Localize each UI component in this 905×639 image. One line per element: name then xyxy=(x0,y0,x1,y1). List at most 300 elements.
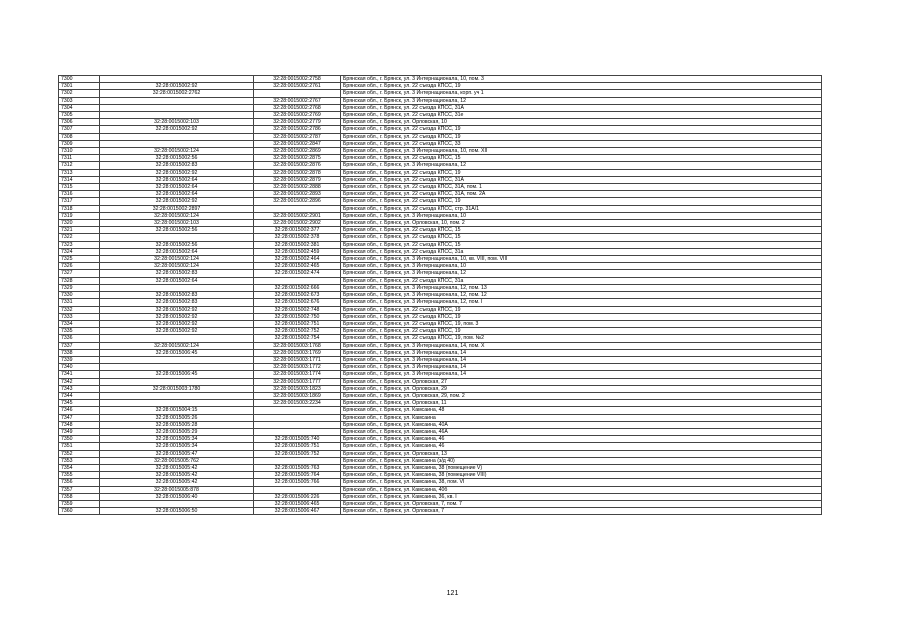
table-row xyxy=(59,248,822,255)
cell-land-parcel-number: 32:28:0015005:28 xyxy=(100,421,254,428)
cell-land-parcel-number: 32:28:0015006:50 xyxy=(100,508,254,515)
cell-land-parcel-number: 32:28:0015005:29 xyxy=(100,428,254,435)
cell-land-parcel-number: 32:28:0015005:42 xyxy=(100,464,254,471)
table-row xyxy=(59,378,822,385)
cell-address: Брянская обл., г. Брянск, ул. Орловская, 11 xyxy=(341,400,822,407)
cell-land-parcel-number: 32:28:0015005:34 xyxy=(100,443,254,450)
table-row xyxy=(59,356,822,363)
cell-row-number: 7351 xyxy=(59,443,100,450)
cell-row-number: 7356 xyxy=(59,479,100,486)
cell-row-number: 7304 xyxy=(59,104,100,111)
table-row xyxy=(59,76,822,83)
cell-row-number: 7316 xyxy=(59,191,100,198)
cell-row-number: 7359 xyxy=(59,500,100,507)
cell-address: Брянская обл., г. Брянск, ул. 22 съезда КПСС, 31А xyxy=(341,176,822,183)
cell-land-parcel-number: 32:28:0015002:83 xyxy=(100,299,254,306)
cell-address: Брянская обл., г. Брянск, ул. 22 съезда КПСС, 15 xyxy=(341,227,822,234)
cell-building-number: 32:28:0015002:2869 xyxy=(254,148,341,155)
cell-row-number: 7350 xyxy=(59,436,100,443)
cell-address: Брянская обл., г. Брянск, ул. 3 Интернационала, 12 xyxy=(341,162,822,169)
cell-land-parcel-number: 32:28:0015002:92 xyxy=(100,313,254,320)
cell-land-parcel-number xyxy=(100,97,254,104)
cell-row-number: 7345 xyxy=(59,400,100,407)
cell-row-number: 7347 xyxy=(59,414,100,421)
table-row xyxy=(59,198,822,205)
cell-building-number: 32:28:0015002:666 xyxy=(254,284,341,291)
table-row xyxy=(59,90,822,97)
cell-address: Брянская обл., г. Брянск, ул. 22 съезда КПСС, 19 xyxy=(341,306,822,313)
cell-building-number: 32:28:0015002:754 xyxy=(254,335,341,342)
cell-address: Брянская обл., г. Брянск, ул. 22 съезда КПСС, 15 xyxy=(341,241,822,248)
table-row xyxy=(59,263,822,270)
cell-address: Брянская обл., г. Брянск, ул. 3 Интернационала, 10 xyxy=(341,212,822,219)
cell-land-parcel-number xyxy=(100,356,254,363)
cell-land-parcel-number: 32:28:0015005:47 xyxy=(100,450,254,457)
cell-land-parcel-number xyxy=(100,133,254,140)
table-row xyxy=(59,176,822,183)
table-row xyxy=(59,184,822,191)
cell-row-number: 7333 xyxy=(59,313,100,320)
table-row xyxy=(59,428,822,435)
cell-land-parcel-number xyxy=(100,392,254,399)
cell-building-number: 32:28:0015002:2786 xyxy=(254,126,341,133)
cell-land-parcel-number: 32:28:0015002:56 xyxy=(100,155,254,162)
cell-building-number: 32:28:0015002:381 xyxy=(254,241,341,248)
cell-building-number: 32:28:0015002:2787 xyxy=(254,133,341,140)
cell-address: Брянская обл., г. Брянск, ул. 3 Интернационала, 12, пом. 13 xyxy=(341,284,822,291)
cell-address: Брянская обл., г. Брянск, ул. Камсаина, 46А xyxy=(341,428,822,435)
table-row xyxy=(59,133,822,140)
cell-row-number: 7310 xyxy=(59,148,100,155)
cell-land-parcel-number: 32:28:0015003:1780 xyxy=(100,385,254,392)
cell-building-number: 32:28:0015003:2234 xyxy=(254,400,341,407)
cell-row-number: 7349 xyxy=(59,428,100,435)
cell-address: Брянская обл., г. Брянск, ул. 22 съезда КПСС, 19 xyxy=(341,133,822,140)
cell-address: Брянская обл., г. Брянск, ул. 22 съезда КПСС, 19, пом. №2 xyxy=(341,335,822,342)
table-row xyxy=(59,205,822,212)
cell-address: Брянская обл., г. Брянск, ул. Камсаина, 40б xyxy=(341,486,822,493)
cell-building-number: 32:28:0015002:378 xyxy=(254,234,341,241)
cell-row-number: 7321 xyxy=(59,227,100,234)
cell-address: Брянская обл., г. Брянск, ул. 22 съезда КПСС, 33 xyxy=(341,140,822,147)
cell-row-number: 7323 xyxy=(59,241,100,248)
table-row xyxy=(59,299,822,306)
cell-land-parcel-number: 32:28:0015002:92 xyxy=(100,320,254,327)
cell-building-number: 32:28:0015003:1777 xyxy=(254,378,341,385)
table-row xyxy=(59,421,822,428)
table-row xyxy=(59,212,822,219)
table-row xyxy=(59,155,822,162)
cell-row-number: 7336 xyxy=(59,335,100,342)
cell-land-parcel-number: 32:28:0015006:40 xyxy=(100,493,254,500)
cell-land-parcel-number: 32:28:0015002:83 xyxy=(100,162,254,169)
cell-building-number: 32:28:0015002:752 xyxy=(254,328,341,335)
cell-building-number: 32:28:0015003:1768 xyxy=(254,342,341,349)
cell-address: Брянская обл., г. Брянск, ул. Камсаина xyxy=(341,414,822,421)
table-row xyxy=(59,450,822,457)
cell-land-parcel-number: 32:28:0015002:92 xyxy=(100,126,254,133)
cell-building-number: 32:28:0015003:1771 xyxy=(254,356,341,363)
cell-row-number: 7322 xyxy=(59,234,100,241)
table-row xyxy=(59,407,822,414)
cell-row-number: 7335 xyxy=(59,328,100,335)
cell-building-number: 32:28:0015006:226 xyxy=(254,493,341,500)
cell-building-number: 32:28:0015003:1772 xyxy=(254,364,341,371)
cell-building-number xyxy=(254,90,341,97)
cell-building-number: 32:28:0015005:751 xyxy=(254,443,341,450)
cell-building-number: 32:28:0015002:377 xyxy=(254,227,341,234)
table-row xyxy=(59,457,822,464)
page-number: 121 xyxy=(446,590,459,597)
cell-row-number: 7307 xyxy=(59,126,100,133)
cell-row-number: 7305 xyxy=(59,112,100,119)
table-row xyxy=(59,443,822,450)
table-row xyxy=(59,313,822,320)
cell-building-number: 32:28:0015002:748 xyxy=(254,306,341,313)
table-row xyxy=(59,191,822,198)
table-row xyxy=(59,508,822,515)
cell-building-number: 32:28:0015002:2878 xyxy=(254,169,341,176)
cell-building-number: 32:28:0015002:2779 xyxy=(254,119,341,126)
cell-address: Брянская обл., г. Брянск, ул. Орловская, 27 xyxy=(341,378,822,385)
cell-building-number: 32:28:0015005:740 xyxy=(254,436,341,443)
table-row xyxy=(59,385,822,392)
cell-land-parcel-number: 32:28:0015005:762 xyxy=(100,457,254,464)
cell-building-number xyxy=(254,414,341,421)
table-row xyxy=(59,119,822,126)
cell-address: Брянская обл., г. Брянск, ул. 22 съезда КПСС, 19 xyxy=(341,126,822,133)
cell-address: Брянская обл., г. Брянск, ул. Орловская, 7, пом. 7 xyxy=(341,500,822,507)
cell-building-number: 32:28:0015003:1774 xyxy=(254,371,341,378)
cell-building-number: 32:28:0015002:673 xyxy=(254,292,341,299)
cell-land-parcel-number: 32:28:0015006:45 xyxy=(100,349,254,356)
table-row xyxy=(59,277,822,284)
cell-row-number: 7326 xyxy=(59,263,100,270)
cell-row-number: 7352 xyxy=(59,450,100,457)
table-row xyxy=(59,392,822,399)
cell-row-number: 7331 xyxy=(59,299,100,306)
cell-address: Брянская обл., г. Брянск, ул. Камсаина, 38 (помещение V) xyxy=(341,464,822,471)
cell-land-parcel-number: 32:28:0015002:92 xyxy=(100,328,254,335)
cell-address: Брянская обл., г. Брянск, ул. 3 Интернационала, 10, пом. 3 xyxy=(341,76,822,83)
cell-row-number: 7338 xyxy=(59,349,100,356)
table-row xyxy=(59,342,822,349)
table-row xyxy=(59,414,822,421)
cell-row-number: 7334 xyxy=(59,320,100,327)
cell-building-number: 32:28:0015003:1869 xyxy=(254,392,341,399)
cell-row-number: 7330 xyxy=(59,292,100,299)
cell-land-parcel-number: 32:28:0015002:56 xyxy=(100,241,254,248)
cell-address: Брянская обл., г. Брянск, ул. Орловская, 10 xyxy=(341,119,822,126)
cell-land-parcel-number xyxy=(100,140,254,147)
cell-row-number: 7312 xyxy=(59,162,100,169)
cell-address: Брянская обл., г. Брянск, ул. 22 съезда КПСС, 19 xyxy=(341,169,822,176)
cell-building-number xyxy=(254,457,341,464)
cell-address: Брянская обл., г. Брянск, ул. 3 Интернационала, 10, пом. XII xyxy=(341,148,822,155)
cell-row-number: 7314 xyxy=(59,176,100,183)
cell-row-number: 7346 xyxy=(59,407,100,414)
cell-land-parcel-number xyxy=(100,500,254,507)
cell-land-parcel-number: 32:28:0015005:42 xyxy=(100,472,254,479)
cell-building-number: 32:28:0015002:2875 xyxy=(254,155,341,162)
cell-land-parcel-number: 32:28:0015005:878 xyxy=(100,486,254,493)
cell-land-parcel-number: 32:28:0015002:2762 xyxy=(100,90,254,97)
cell-row-number: 7348 xyxy=(59,421,100,428)
cell-land-parcel-number: 32:28:0015002:124 xyxy=(100,212,254,219)
cell-building-number: 32:28:0015002:750 xyxy=(254,313,341,320)
table-row xyxy=(59,493,822,500)
cell-building-number: 32:28:0015006:465 xyxy=(254,500,341,507)
cell-land-parcel-number xyxy=(100,400,254,407)
table-row xyxy=(59,241,822,248)
cell-address: Брянская обл., г. Брянск, ул. Орловская, 13 xyxy=(341,450,822,457)
cell-land-parcel-number: 32:28:0015004:15 xyxy=(100,407,254,414)
cell-land-parcel-number: 32:28:0015005:42 xyxy=(100,479,254,486)
cell-address: Брянская обл., г. Брянск, ул. 3 Интернационала, 12, пом. 12 xyxy=(341,292,822,299)
table-row xyxy=(59,320,822,327)
cell-land-parcel-number: 32:28:0015002:64 xyxy=(100,176,254,183)
cell-row-number: 7339 xyxy=(59,356,100,363)
table-row xyxy=(59,364,822,371)
cell-building-number: 32:28:0015002:459 xyxy=(254,248,341,255)
table-row xyxy=(59,256,822,263)
registry-table xyxy=(58,75,822,515)
cell-building-number: 32:28:0015002:464 xyxy=(254,256,341,263)
cell-land-parcel-number: 32:28:0015002:92 xyxy=(100,83,254,90)
cell-row-number: 7317 xyxy=(59,198,100,205)
cell-row-number: 7300 xyxy=(59,76,100,83)
cell-row-number: 7341 xyxy=(59,371,100,378)
cell-address: Брянская обл., г. Брянск, ул. 3 Интернационала, 12 xyxy=(341,270,822,277)
cell-address: Брянская обл., г. Брянск, ул. Камсаина, 38, пом. VI xyxy=(341,479,822,486)
table-row xyxy=(59,306,822,313)
table-row xyxy=(59,169,822,176)
cell-building-number: 32:28:0015002:2893 xyxy=(254,191,341,198)
cell-land-parcel-number: 32:28:0015002:83 xyxy=(100,270,254,277)
table-row xyxy=(59,472,822,479)
cell-row-number: 7332 xyxy=(59,306,100,313)
cell-row-number: 7311 xyxy=(59,155,100,162)
cell-address: Брянская обл., г. Брянск, ул. 3 Интернационала, 10 xyxy=(341,263,822,270)
cell-address: Брянская обл., г. Брянск, ул. 22 съезда КПСС, 31А xyxy=(341,104,822,111)
cell-address: Брянская обл., г. Брянск, ул. Камсаина, 46 xyxy=(341,436,822,443)
cell-row-number: 7301 xyxy=(59,83,100,90)
cell-address: Брянская обл., г. Брянск, ул. 3 Интернационала, 14 xyxy=(341,356,822,363)
cell-row-number: 7328 xyxy=(59,277,100,284)
cell-row-number: 7337 xyxy=(59,342,100,349)
cell-address: Брянская обл., г. Брянск, ул. Камсаина, 46 xyxy=(341,443,822,450)
table-row xyxy=(59,140,822,147)
cell-address: Брянская обл., г. Брянск, ул. 22 съезда КПСС, 31А, пом. 1 xyxy=(341,184,822,191)
cell-row-number: 7327 xyxy=(59,270,100,277)
cell-row-number: 7318 xyxy=(59,205,100,212)
cell-land-parcel-number: 32:28:0015002:56 xyxy=(100,227,254,234)
cell-row-number: 7319 xyxy=(59,212,100,219)
table-row xyxy=(59,83,822,90)
cell-address: Брянская обл., г. Брянск, ул. 22 съезда КПСС, 31а xyxy=(341,248,822,255)
cell-land-parcel-number: 32:28:0015002:103 xyxy=(100,220,254,227)
cell-land-parcel-number: 32:28:0015002:64 xyxy=(100,184,254,191)
table-row xyxy=(59,270,822,277)
cell-land-parcel-number: 32:28:0015002:124 xyxy=(100,342,254,349)
cell-address: Брянская обл., г. Брянск, ул. Орловская, 29 xyxy=(341,385,822,392)
cell-address: Брянская обл., г. Брянск, ул. 22 съезда КПСС, 15 xyxy=(341,234,822,241)
cell-address: Брянская обл., г. Брянск, ул. 3 Интернационала, 10, кв. VIII, пом. VIII xyxy=(341,256,822,263)
cell-land-parcel-number: 32:28:0015002:124 xyxy=(100,256,254,263)
cell-building-number: 32:28:0015002:2879 xyxy=(254,176,341,183)
cell-row-number: 7343 xyxy=(59,385,100,392)
cell-land-parcel-number: 32:28:0015002:64 xyxy=(100,248,254,255)
registry-table-body xyxy=(59,76,822,515)
cell-row-number: 7302 xyxy=(59,90,100,97)
cell-address: Брянская обл., г. Брянск, ул. Орловская, 29, пом. 2 xyxy=(341,392,822,399)
cell-row-number: 7315 xyxy=(59,184,100,191)
cell-land-parcel-number: 32:28:0015002:64 xyxy=(100,191,254,198)
cell-row-number: 7309 xyxy=(59,140,100,147)
table-row xyxy=(59,112,822,119)
cell-land-parcel-number: 32:28:0015002:92 xyxy=(100,198,254,205)
table-row xyxy=(59,479,822,486)
cell-land-parcel-number: 32:28:0015005:26 xyxy=(100,414,254,421)
cell-building-number xyxy=(254,421,341,428)
cell-building-number: 32:28:0015002:2769 xyxy=(254,112,341,119)
cell-row-number: 7340 xyxy=(59,364,100,371)
cell-land-parcel-number: 32:28:0015002:92 xyxy=(100,169,254,176)
cell-land-parcel-number: 32:28:0015002:92 xyxy=(100,306,254,313)
cell-row-number: 7360 xyxy=(59,508,100,515)
cell-address: Брянская обл., г. Брянск, ул. 22 съезда КПСС, 31а xyxy=(341,277,822,284)
table-row xyxy=(59,328,822,335)
cell-row-number: 7342 xyxy=(59,378,100,385)
cell-address: Брянская обл., г. Брянск, ул. Орловская, 7 xyxy=(341,508,822,515)
cell-building-number: 32:28:0015002:2768 xyxy=(254,104,341,111)
cell-address: Брянская обл., г. Брянск, ул. Камсаина, 48 xyxy=(341,407,822,414)
cell-row-number: 7325 xyxy=(59,256,100,263)
cell-row-number: 7355 xyxy=(59,472,100,479)
cell-building-number xyxy=(254,428,341,435)
cell-building-number: 32:28:0015002:2902 xyxy=(254,220,341,227)
table-row xyxy=(59,335,822,342)
cell-land-parcel-number: 32:28:0015002:124 xyxy=(100,148,254,155)
table-row xyxy=(59,227,822,234)
table-row xyxy=(59,104,822,111)
cell-address: Брянская обл., г. Брянск, ул. Камсаина, 36, кв. I xyxy=(341,493,822,500)
cell-building-number: 32:28:0015002:2761 xyxy=(254,83,341,90)
cell-building-number: 32:28:0015002:2847 xyxy=(254,140,341,147)
cell-building-number: 32:28:0015005:752 xyxy=(254,450,341,457)
cell-building-number: 32:28:0015002:2758 xyxy=(254,76,341,83)
cell-building-number xyxy=(254,205,341,212)
cell-building-number: 32:28:0015003:1769 xyxy=(254,349,341,356)
cell-building-number: 32:28:0015002:2876 xyxy=(254,162,341,169)
cell-address: Брянская обл., г. Брянск, ул. 3 Интернационала, 12 xyxy=(341,97,822,104)
cell-row-number: 7324 xyxy=(59,248,100,255)
cell-address: Брянская обл., г. Брянск, ул. 22 съезда КПСС, 19, пом. 3 xyxy=(341,320,822,327)
cell-building-number xyxy=(254,277,341,284)
cell-building-number: 32:28:0015002:751 xyxy=(254,320,341,327)
cell-row-number: 7358 xyxy=(59,493,100,500)
cell-building-number xyxy=(254,407,341,414)
cell-address: Брянская обл., г. Брянск, ул. 22 съезда КПСС, 31А, пом. 2А xyxy=(341,191,822,198)
cell-building-number: 32:28:0015005:766 xyxy=(254,479,341,486)
table-row xyxy=(59,162,822,169)
cell-row-number: 7329 xyxy=(59,284,100,291)
table-row xyxy=(59,284,822,291)
cell-row-number: 7306 xyxy=(59,119,100,126)
table-row xyxy=(59,292,822,299)
table-row xyxy=(59,371,822,378)
cell-land-parcel-number xyxy=(100,76,254,83)
table-row xyxy=(59,400,822,407)
cell-address: Брянская обл., г. Брянск, ул. 3 Интернационала, 14 xyxy=(341,349,822,356)
cell-building-number: 32:28:0015005:763 xyxy=(254,464,341,471)
cell-building-number xyxy=(254,486,341,493)
cell-building-number: 32:28:0015002:2896 xyxy=(254,198,341,205)
cell-land-parcel-number: 32:28:0015002:83 xyxy=(100,292,254,299)
cell-land-parcel-number: 32:28:0015002:103 xyxy=(100,119,254,126)
cell-address: Брянская обл., г. Брянск, ул. 22 съезда КПСС, 31е xyxy=(341,112,822,119)
cell-land-parcel-number: 32:28:0015005:34 xyxy=(100,436,254,443)
cell-row-number: 7353 xyxy=(59,457,100,464)
cell-row-number: 7344 xyxy=(59,392,100,399)
cell-land-parcel-number: 32:28:0015002:2897 xyxy=(100,205,254,212)
cell-land-parcel-number: 32:28:0015002:124 xyxy=(100,263,254,270)
cell-address: Брянская обл., г. Брянск, ул. Камсаина, 38 (помещение VIII) xyxy=(341,472,822,479)
cell-building-number: 32:28:0015002:2888 xyxy=(254,184,341,191)
table-row xyxy=(59,349,822,356)
table-row xyxy=(59,234,822,241)
cell-building-number: 32:28:0015002:465 xyxy=(254,263,341,270)
cell-row-number: 7320 xyxy=(59,220,100,227)
cell-land-parcel-number xyxy=(100,112,254,119)
cell-building-number: 32:28:0015002:2767 xyxy=(254,97,341,104)
cell-address: Брянская обл., г. Брянск, ул. 3 Интернационала, 14, пом. X xyxy=(341,342,822,349)
cell-building-number: 32:28:0015006:467 xyxy=(254,508,341,515)
cell-address: Брянская обл., г. Брянск, ул. 3 Интернационала, 12, пом. I xyxy=(341,299,822,306)
table-row xyxy=(59,500,822,507)
cell-address: Брянская обл., г. Брянск, ул. 22 съезда КПСС, 19 xyxy=(341,198,822,205)
table-row xyxy=(59,436,822,443)
table-row xyxy=(59,486,822,493)
cell-address: Брянская обл., г. Брянск, ул. 22 съезда КПСС, стр. 31А/1 xyxy=(341,205,822,212)
cell-building-number: 32:28:0015005:764 xyxy=(254,472,341,479)
cell-row-number: 7303 xyxy=(59,97,100,104)
cell-land-parcel-number xyxy=(100,378,254,385)
cell-building-number: 32:28:0015002:474 xyxy=(254,270,341,277)
cell-building-number: 32:28:0015002:2901 xyxy=(254,212,341,219)
table-row xyxy=(59,126,822,133)
cell-address: Брянская обл., г. Брянск, ул. 3 Интернационала, корп. уч 1 xyxy=(341,90,822,97)
cell-row-number: 7308 xyxy=(59,133,100,140)
cell-row-number: 7313 xyxy=(59,169,100,176)
cell-address: Брянская обл., г. Брянск, ул. 22 съезда КПСС, 19 xyxy=(341,83,822,90)
cell-land-parcel-number xyxy=(100,234,254,241)
cell-address: Брянская обл., г. Брянск, ул. 22 съезда КПСС, 19 xyxy=(341,313,822,320)
cell-building-number: 32:28:0015002:676 xyxy=(254,299,341,306)
cell-row-number: 7354 xyxy=(59,464,100,471)
cell-land-parcel-number xyxy=(100,104,254,111)
cell-land-parcel-number: 32:28:0015002:64 xyxy=(100,277,254,284)
cell-address: Брянская обл., г. Брянск, ул. Камсаина (з/д 40) xyxy=(341,457,822,464)
cell-address: Брянская обл., г. Брянск, ул. 3 Интернационала, 14 xyxy=(341,371,822,378)
cell-address: Брянская обл., г. Брянск, ул. Орловская, 10, пом. 2 xyxy=(341,220,822,227)
table-row xyxy=(59,464,822,471)
cell-address: Брянская обл., г. Брянск, ул. 22 съезда КПСС, 15 xyxy=(341,155,822,162)
cell-address: Брянская обл., г. Брянск, ул. 22 съезда КПСС, 19 xyxy=(341,328,822,335)
table-row xyxy=(59,220,822,227)
table-row xyxy=(59,97,822,104)
cell-building-number: 32:28:0015003:1823 xyxy=(254,385,341,392)
